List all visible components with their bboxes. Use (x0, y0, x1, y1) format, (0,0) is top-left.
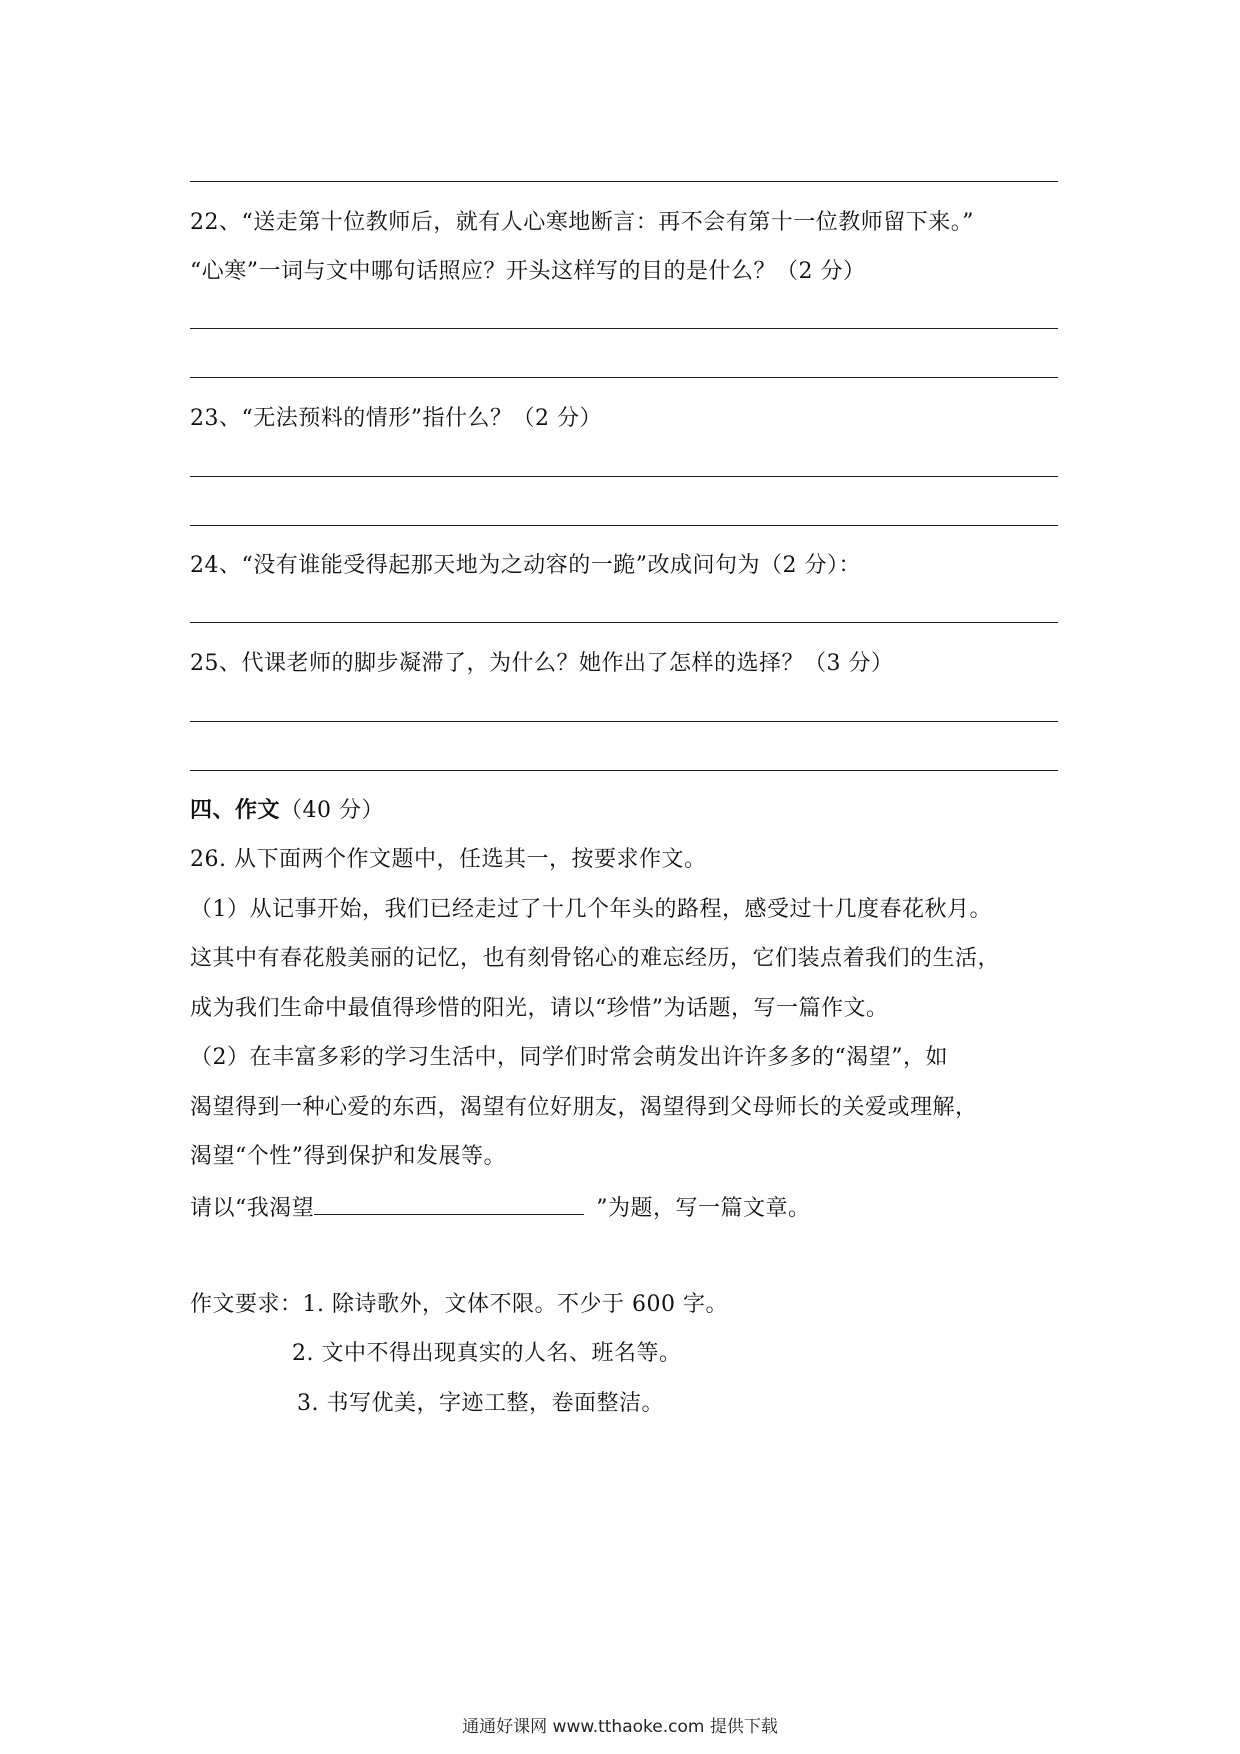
option-1-line-2: 这其中有春花般美丽的记忆，也有刻骨铭心的难忘经历，它们装点着我们的生活， (190, 946, 1001, 971)
prompt-prefix: 请以“我渴望 (190, 1196, 315, 1221)
option-1-line-1: （1）从记事开始，我们已经走过了十几个年头的路程，感受过十几度春花秋月。 (190, 897, 992, 922)
option-2-line-1: （2）在丰富多彩的学习生活中，同学们时常会萌发出许许多多的“渴望”，如 (190, 1045, 948, 1070)
essay-title-prompt (190, 1192, 1070, 1224)
section-4-heading (190, 796, 1070, 826)
answer-line (190, 525, 1058, 526)
title-blank (314, 1192, 584, 1215)
question-22-line-1: 22、“送走第十位教师后，就有人心寒地断言：再不会有第十一位教师留下来。” (190, 210, 974, 235)
requirement-3: 3. 书写优美，字迹工整，卷面整洁。 (297, 1391, 664, 1416)
answer-line (190, 476, 1058, 477)
question-26-intro: 26. 从下面两个作文题中，任选其一，按要求作文。 (190, 847, 707, 872)
question-22-line-2: “心寒”一词与文中哪句话照应？开头这样写的目的是什么？（2 分） (190, 259, 866, 284)
answer-line (190, 721, 1058, 722)
requirement-1: 作文要求：1. 除诗歌外，文体不限。不少于 600 字。 (190, 1292, 728, 1317)
footer-source: 通通好课网 www.tthaoke.com 提供下载 (462, 1717, 778, 1737)
option-2-line-2: 渴望得到一种心爱的东西，渴望有位好朋友，渴望得到父母师长的关爱或理解， (190, 1095, 978, 1120)
answer-line (190, 181, 1058, 182)
answer-line (190, 622, 1058, 623)
requirement-2: 2. 文中不得出现真实的人名、班名等。 (292, 1341, 682, 1366)
question-24: 24、“没有谁能受得起那天地为之动容的一跪”改成问句为（2 分）： (190, 553, 861, 578)
answer-line (190, 328, 1058, 329)
question-23: 23、“无法预料的情形”指什么？（2 分） (190, 406, 602, 431)
question-25: 25、代课老师的脚步凝滞了，为什么？她作出了怎样的选择？（3 分） (190, 651, 894, 676)
prompt-suffix: ”为题，写一篇文章。 (596, 1196, 811, 1221)
answer-line (190, 770, 1058, 771)
option-2-line-3: 渴望“个性”得到保护和发展等。 (190, 1144, 506, 1169)
answer-line (190, 377, 1058, 378)
section-4-title: 四、作文 (190, 798, 281, 823)
option-1-line-3: 成为我们生命中最值得珍惜的阳光，请以“珍惜”为话题，写一篇作文。 (190, 996, 889, 1021)
section-4-score: （40 分） (280, 798, 385, 823)
